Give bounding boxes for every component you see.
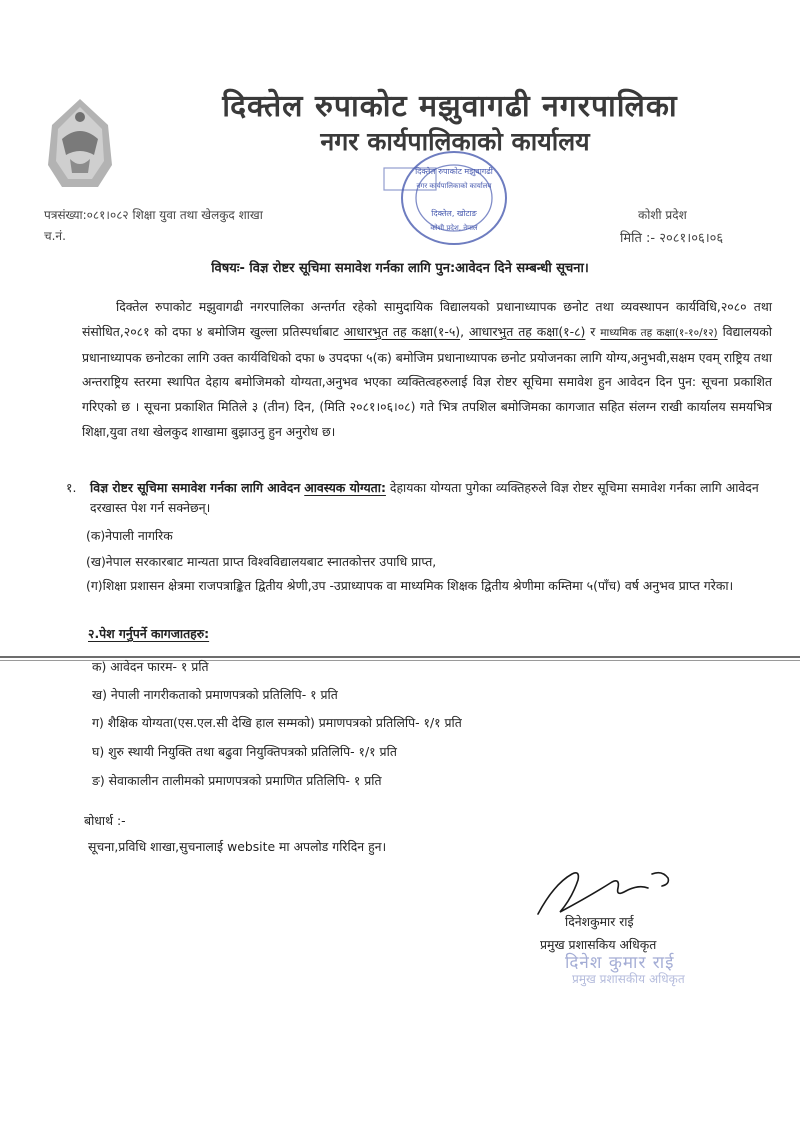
- level-secondary: माध्यमिक तह कक्षा(१-१०/१२): [600, 326, 718, 339]
- qualification-heading-post: देहायका योग्यता पुगेका व्यक्तिहरुले विज्ञ रोष्टर सूचिमा समावेश गर्नका लागि आवेदन दरखास्त पेश गर्न सक्नेछन्।: [90, 480, 759, 515]
- notice-date: मिति :- २०८१।०६।०६: [620, 231, 724, 246]
- municipality-title: दिक्तेल रुपाकोट मझुवागढी नगरपालिका: [222, 89, 678, 124]
- paragraph-part2: विद्यालयको प्रधानाध्यापक छनोटका लागि उक्त कार्यविधिको दफा ७ उपदफा ५(क) बमोजिम प्रधानाध्यापक छनोट प्रयोजनका लागि योग्य,अनुभवी,सक्षम एवम् राष्ट्रिय तथा अन्तराष्ट्रिय स्तरमा स्थापित देहाय बमोजिमको योग्यता,अनुभव भएका व्यक्तित्वहरुलाई विज्ञ रोष्टर सूचिमा समावेश हुन आवेदन दिन पुन: सूचना प्रकाशित गरिएको छ । सूचना प्रकाशित मितिले ३ (तीन) दिन, (मिति २०८१।०६।०८) गते भित्र तपशिल बमोजिमका कागजात सहित संलग्न राखी कार्यालय समयभित्र शिक्षा,युवा तथा खेलकुद शाखामा बुझाउनु हुन अनुरोध छ।: [82, 323, 772, 439]
- level-separator: ,: [460, 323, 465, 339]
- qualification-item: (क)नेपाली नागरिक: [86, 528, 173, 543]
- qualification-heading-underlined: आवस्यक योग्यता:: [304, 480, 386, 495]
- paragraph-part1: दिक्तेल रुपाकोट मझुवागढी नगरपालिका अन्तर्गत रहेको सामुदायिक विद्यालयको प्रधानाध्यापक छनोट तथा व्यवस्थापन कार्यविधि,२०८० तथा संसोधित,२०८१ को दफा ४ बमोजिम खुल्ला प्रतिस्पर्धाबाट: [82, 299, 772, 339]
- dispatch-number: च.नं.: [44, 229, 66, 243]
- stamp-text-top: दिक्तेल रुपाकोट मझुवागढी: [415, 167, 493, 176]
- cc-body: सूचना,प्रविधि शाखा,सुचनालाई website मा अपलोड गरिदिन हुन।: [88, 839, 387, 854]
- province-label: कोशी प्रदेश: [638, 208, 687, 222]
- signatory-name: दिनेशकुमार राई: [565, 914, 634, 929]
- cc-heading: बोधार्थ :-: [84, 813, 126, 828]
- stamp-text-bottom: दिक्तेल, खोटाङ: [431, 209, 477, 218]
- stamp-text-mid: नगर कार्यपालिकाको कार्यालय: [416, 182, 492, 190]
- notice-paragraph: [82, 295, 772, 445]
- document-item: क) आवेदन फारम- १ प्रति: [92, 659, 209, 674]
- signatory-title: प्रमुख प्रशासकिय अधिकृत: [540, 937, 657, 952]
- office-subtitle: नगर कार्यपालिकाको कार्यालय: [320, 127, 590, 156]
- office-stamp-icon: [380, 148, 515, 260]
- stamp-text-province: कोशी प्रदेश, नेपाल: [430, 224, 478, 232]
- name-stamp: दिनेश कुमार राई: [565, 953, 675, 973]
- notice-subject: विषयः- विज्ञ रोष्टर सूचिमा समावेश गर्नका लागि पुन:आवेदन दिने सम्बन्धी सूचना।: [211, 261, 589, 276]
- document-item: ख) नेपाली नागरीकताको प्रमाणपत्रको प्रतिलिपि- १ प्रति: [92, 687, 338, 702]
- documents-heading: २.पेश गर्नुपर्ने कागजातहरु:: [88, 626, 210, 641]
- qualification-heading: [90, 478, 774, 518]
- nepal-emblem-icon: [40, 95, 120, 195]
- level-basic-1-8: आधारभुत तह कक्षा(१-८): [468, 323, 586, 339]
- document-item: ग) शैक्षिक योग्यता(एस.एल.सी देखि हाल सम्मको) प्रमाणपत्रको प्रतिलिपि- १/१ प्रति: [92, 715, 462, 730]
- document-item: घ) शुरु स्थायी नियुक्ति तथा बढुवा नियुक्तिपत्रको प्रतिलिपि- १/१ प्रति: [92, 744, 397, 759]
- level-basic-1-5: आधारभुत तह कक्षा(१-५): [343, 323, 461, 339]
- level-conjunction: र: [590, 323, 596, 339]
- document-item: ङ) सेवाकालीन तालीमको प्रमाणपत्रको प्रमाणित प्रतिलिपि- १ प्रति: [92, 773, 382, 788]
- qualification-item: (ग)शिक्षा प्रशासन क्षेत्रमा राजपत्राङ्कित द्वितीय श्रेणी,उप -उप्राध्यापक वा माध्यमिक शिक्षक द्वितीय श्रेणीमा कम्तिमा ५(पाँच) वर्ष अनुभव प्राप्त गरेका।: [86, 578, 734, 593]
- reference-number: पत्रसंख्या:०८१।०८२ शिक्षा युवा तथा खेलकुद शाखा: [44, 208, 263, 222]
- section-number: १.: [66, 480, 77, 495]
- title-stamp: प्रमुख प्रशासकीय अधिकृत: [572, 972, 685, 986]
- qualification-item: (ख)नेपाल सरकारबाट मान्यता प्राप्त विश्वविद्यालयबाट स्नातकोत्तर उपाधि प्राप्त,: [86, 554, 437, 569]
- qualification-heading-pre: विज्ञ रोष्टर सूचिमा समावेश गर्नका लागि आवेदन: [90, 480, 301, 495]
